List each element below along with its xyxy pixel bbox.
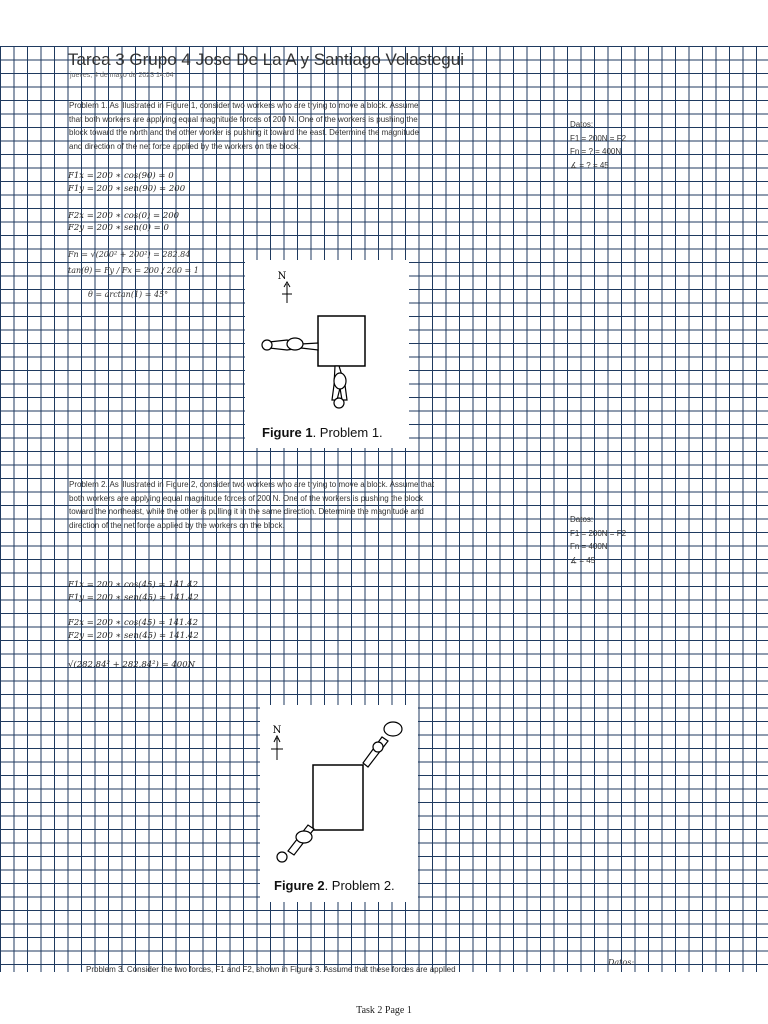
datos-line: Fn = 400N [570, 542, 608, 551]
handwritten-tangent: tan(θ) = Fy / Fx = 200 / 200 = 1 [68, 266, 199, 275]
figure-1 [245, 260, 409, 448]
problem1-line: that both workers are applying equal magnitude forces of 200 N. One of the workers is pushing the [69, 114, 418, 124]
figure-2-drawing [260, 705, 418, 875]
figure-1-caption [262, 425, 383, 440]
problem2-line: both workers are applying equal magnitude forces of 200 N. One of the workers is pushing the block [69, 493, 423, 503]
worker-northeast-puller-icon [363, 722, 402, 767]
caption-bold: Figure 1 [262, 425, 313, 440]
problem2-line: direction of the net force applied by the workers on the block. [69, 520, 285, 530]
datos-line: Datos: [570, 515, 594, 524]
problem1-line: and direction of the net force applied by the workers on the block. [69, 141, 301, 151]
problem2-line: toward the northeast, while the other is pulling it in the same direction. Determine the magnitude and [69, 507, 424, 516]
problem3-statement: Problem 3. Consider the two forces, F1 and F2, shown in Figure 3. Assume that these forces are applied [86, 965, 456, 974]
north-label: N [272, 725, 282, 736]
caption-rest: . Problem 2. [324, 878, 395, 893]
problem1-equation: F2y = 200 ∗ sen(0) = 0 [68, 223, 169, 233]
page-date: jueves, 4 de mayo de 2023 14:04 [70, 72, 174, 79]
datos-line: Datos: [570, 120, 594, 129]
page-footer: Task 2 Page 1 [356, 1005, 412, 1016]
datos-line: F1 = 200N = F2 [570, 528, 627, 538]
worker-northeast-pusher-icon [277, 825, 314, 862]
problem2-equation: F1y = 200 ∗ sen(45) = 141.42 [68, 593, 199, 603]
problem1-line: block toward the north and the other worker is pushing it toward the east. Determine the magnitude [69, 128, 419, 137]
datos-line: F1 = 200N = F2 [570, 133, 627, 143]
problem1-equation: F1y = 200 ∗ sen(90) = 200 [68, 184, 186, 194]
north-label: N [277, 271, 287, 282]
problem3-note: Datos: [608, 958, 635, 967]
block [313, 765, 363, 830]
problem2-equation: √(282.84² + 282.84²) = 400N [68, 660, 196, 670]
datos-line: ∡ = ? = 45 [570, 160, 609, 170]
problem2-datos [570, 513, 626, 567]
worker-north-pusher-icon [332, 366, 347, 408]
problem2-equation: F2y = 200 ∗ sen(45) = 141.42 [68, 631, 199, 641]
compass-arrow-icon [271, 736, 283, 760]
problem2-equation: F2x = 200 ∗ cos(45) = 141.42 [68, 618, 198, 628]
problem2-equation: F1x = 200 ∗ cos(45) = 141.42 [68, 580, 198, 590]
figure-1-drawing [245, 260, 409, 448]
figure-2-caption [274, 878, 395, 893]
caption-rest: . Problem 1. [312, 425, 383, 440]
datos-line: Fn = ? = 400N [570, 147, 622, 156]
handwritten-angle: θ = arctan(1) = 45° [88, 290, 169, 299]
problem1-datos [570, 118, 626, 172]
compass-arrow-icon [282, 282, 292, 303]
worker-east-pusher-icon [262, 338, 318, 350]
problem1-equation: F1x = 200 ∗ cos(90) = 0 [68, 171, 174, 181]
problem2-line: Problem 2. As illustrated in Figure 2, consider two workers who are trying to move a block. Assume that [69, 480, 435, 489]
caption-bold: Figure 2 [274, 878, 325, 893]
figure-2 [260, 705, 418, 902]
datos-line: ∡ = 45 [570, 555, 596, 565]
problem1-statement [69, 99, 521, 153]
problem1-equation: F2x = 200 ∗ cos(0) = 200 [68, 211, 180, 221]
handwritten-magnitude: Fn = √(200² + 200²) = 282.84 [68, 250, 191, 259]
block [318, 316, 365, 366]
problem1-line: Problem 1. As illustrated in Figure 1, consider two workers who are trying to move a block. Assume [69, 101, 419, 110]
problem2-statement [69, 478, 521, 532]
page-title: Tarea 3 Grupo 4 Jose De La A y Santiago Velastegui [68, 50, 464, 69]
